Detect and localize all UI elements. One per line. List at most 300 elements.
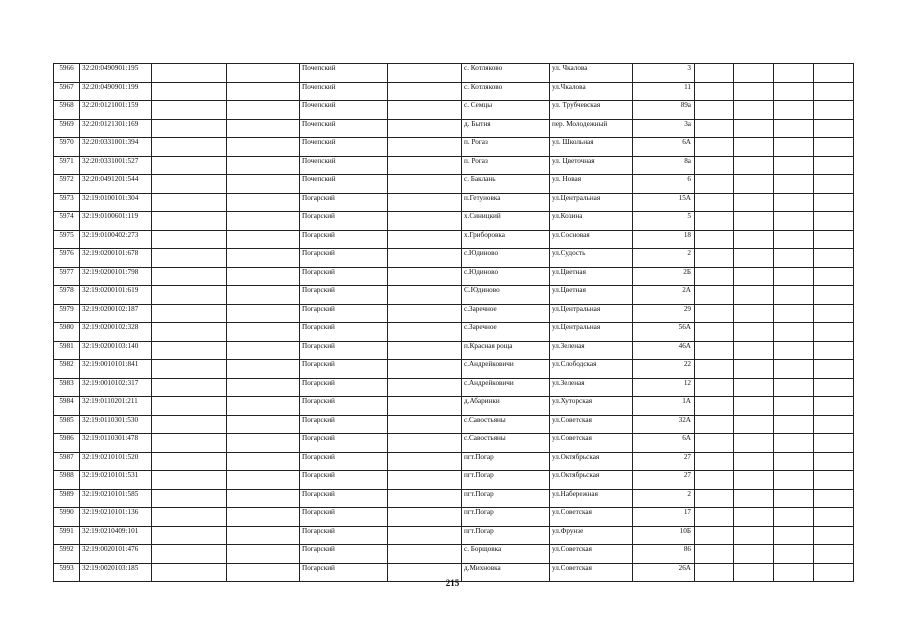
table-cell: Погарский: [300, 249, 388, 268]
table-cell: [695, 471, 734, 490]
table-cell: 32:19:0010101:841: [80, 360, 152, 379]
table-cell: [227, 267, 300, 286]
table-row: [54, 545, 854, 564]
table-cell: 32:19:0020103:185: [80, 563, 152, 582]
table-cell: [734, 508, 774, 527]
table-cell: 8а: [633, 156, 695, 175]
table-cell: ул.Сосновая: [550, 230, 633, 249]
table-cell: [814, 360, 854, 379]
table-cell: [814, 378, 854, 397]
table-cell: ул.Советская: [550, 508, 633, 527]
table-cell: [227, 360, 300, 379]
table-cell: 22: [633, 360, 695, 379]
table-cell: [695, 415, 734, 434]
table-cell: [734, 397, 774, 416]
table-cell: Погарский: [300, 489, 388, 508]
table-cell: [227, 212, 300, 231]
table-cell: [388, 138, 462, 157]
table-cell: ул.Центральная: [550, 323, 633, 342]
table-cell: [774, 545, 814, 564]
table-row: [54, 397, 854, 416]
table-cell: [734, 545, 774, 564]
table-cell: [388, 119, 462, 138]
table-cell: 6А: [633, 138, 695, 157]
table-cell: с.Андрейковичи: [462, 378, 550, 397]
table-row: [54, 64, 854, 83]
table-cell: [152, 230, 227, 249]
table-row: [54, 415, 854, 434]
table-row: [54, 156, 854, 175]
table-cell: [695, 360, 734, 379]
table-cell: Почепский: [300, 138, 388, 157]
table-cell: [695, 267, 734, 286]
table-cell: 2: [633, 489, 695, 508]
table-cell: ул.Цветная: [550, 286, 633, 305]
table-cell: 5976: [54, 249, 80, 268]
table-cell: 17: [633, 508, 695, 527]
table-cell: Почепский: [300, 175, 388, 194]
table-cell: [814, 415, 854, 434]
table-cell: [152, 249, 227, 268]
table-cell: [695, 193, 734, 212]
table-cell: [388, 267, 462, 286]
table-cell: 5969: [54, 119, 80, 138]
table-cell: 5979: [54, 304, 80, 323]
table-cell: 5985: [54, 415, 80, 434]
table-cell: с. Котляково: [462, 82, 550, 101]
table-cell: [152, 175, 227, 194]
table-cell: [814, 304, 854, 323]
table-cell: [388, 156, 462, 175]
table-cell: 5989: [54, 489, 80, 508]
table-cell: ул.Зеленая: [550, 341, 633, 360]
table-cell: [227, 434, 300, 453]
table-cell: пгт.Погар: [462, 452, 550, 471]
table-cell: [774, 156, 814, 175]
table-cell: Погарский: [300, 434, 388, 453]
table-cell: [734, 489, 774, 508]
table-cell: [734, 82, 774, 101]
table-row: [54, 212, 854, 231]
table-cell: [695, 341, 734, 360]
table-cell: 5972: [54, 175, 80, 194]
table-cell: [152, 508, 227, 527]
table-cell: ул.Советская: [550, 415, 633, 434]
table-cell: Почепский: [300, 101, 388, 120]
table-cell: 27: [633, 452, 695, 471]
table-cell: с.Заречное: [462, 304, 550, 323]
table-row: [54, 138, 854, 157]
table-cell: [152, 193, 227, 212]
table-cell: [388, 360, 462, 379]
table-cell: [388, 434, 462, 453]
table-cell: [227, 82, 300, 101]
table-cell: 18: [633, 230, 695, 249]
table-cell: 32:19:0210101:520: [80, 452, 152, 471]
table-cell: [734, 267, 774, 286]
table-cell: [152, 434, 227, 453]
table-cell: ул. Цветочная: [550, 156, 633, 175]
table-cell: [152, 526, 227, 545]
table-cell: Погарский: [300, 378, 388, 397]
table-cell: 5970: [54, 138, 80, 157]
table-cell: [227, 341, 300, 360]
table-cell: [388, 508, 462, 527]
table-cell: 5986: [54, 434, 80, 453]
table-cell: 32:20:0491201:544: [80, 175, 152, 194]
table-cell: [695, 138, 734, 157]
table-cell: [388, 452, 462, 471]
table-cell: [774, 304, 814, 323]
table-cell: [814, 341, 854, 360]
table-cell: Погарский: [300, 415, 388, 434]
table-cell: [814, 175, 854, 194]
table-cell: [774, 526, 814, 545]
table-cell: 11: [633, 82, 695, 101]
table-cell: [388, 64, 462, 83]
table-cell: [734, 101, 774, 120]
table-cell: Почепский: [300, 82, 388, 101]
table-row: [54, 286, 854, 305]
table-cell: [152, 452, 227, 471]
table-cell: [814, 489, 854, 508]
table-cell: [227, 249, 300, 268]
table-cell: 32:19:0200102:187: [80, 304, 152, 323]
table-cell: 5973: [54, 193, 80, 212]
table-cell: 32:19:0110201:211: [80, 397, 152, 416]
registry-table: [53, 63, 854, 582]
table-cell: 32:19:0200101:798: [80, 267, 152, 286]
table-cell: Погарский: [300, 526, 388, 545]
table-cell: [388, 193, 462, 212]
table-cell: [152, 304, 227, 323]
table-cell: ул.Фрунзе: [550, 526, 633, 545]
table-cell: [388, 526, 462, 545]
table-cell: 5967: [54, 82, 80, 101]
table-cell: Погарский: [300, 212, 388, 231]
table-cell: [814, 156, 854, 175]
table-cell: 3: [633, 64, 695, 83]
table-cell: 5990: [54, 508, 80, 527]
table-cell: 5968: [54, 101, 80, 120]
table-cell: [388, 489, 462, 508]
table-cell: 5980: [54, 323, 80, 342]
table-cell: ул.Чкалова: [550, 82, 633, 101]
table-cell: 32:20:0121301:169: [80, 119, 152, 138]
table-cell: Почепский: [300, 64, 388, 83]
table-cell: [227, 489, 300, 508]
table-cell: ул.Цветная: [550, 267, 633, 286]
table-cell: [734, 434, 774, 453]
table-cell: 5974: [54, 212, 80, 231]
table-cell: ул.Советская: [550, 434, 633, 453]
table-cell: [227, 378, 300, 397]
table-cell: [774, 138, 814, 157]
table-cell: 5982: [54, 360, 80, 379]
table-cell: 32:20:0490901:199: [80, 82, 152, 101]
table-cell: [227, 156, 300, 175]
table-cell: [152, 138, 227, 157]
table-cell: [774, 323, 814, 342]
table-cell: [227, 526, 300, 545]
table-cell: [814, 230, 854, 249]
table-cell: ул.Советская: [550, 545, 633, 564]
table-cell: 5971: [54, 156, 80, 175]
table-cell: с.Андрейковичи: [462, 360, 550, 379]
table-cell: Погарский: [300, 397, 388, 416]
table-cell: 1А: [633, 397, 695, 416]
table-cell: [152, 267, 227, 286]
table-cell: [774, 82, 814, 101]
table-cell: [152, 378, 227, 397]
table-cell: 5978: [54, 286, 80, 305]
table-row: [54, 452, 854, 471]
table-cell: [388, 82, 462, 101]
table-cell: [152, 397, 227, 416]
table-cell: [695, 212, 734, 231]
table-row: [54, 230, 854, 249]
table-cell: [388, 378, 462, 397]
table-cell: пгт.Погар: [462, 471, 550, 490]
table-cell: [227, 286, 300, 305]
table-cell: [227, 119, 300, 138]
table-cell: пгт.Погар: [462, 489, 550, 508]
table-cell: [695, 489, 734, 508]
table-cell: 6А: [633, 434, 695, 453]
table-cell: [814, 119, 854, 138]
table-cell: [734, 138, 774, 157]
table-cell: 5988: [54, 471, 80, 490]
table-cell: [734, 286, 774, 305]
table-cell: ул.Центральная: [550, 304, 633, 323]
table-cell: [152, 341, 227, 360]
table-cell: п.Красная роща: [462, 341, 550, 360]
table-cell: [388, 304, 462, 323]
table-cell: [695, 508, 734, 527]
page-number: 215: [445, 578, 460, 588]
table-cell: Погарский: [300, 360, 388, 379]
table-cell: [774, 119, 814, 138]
table-cell: 5983: [54, 378, 80, 397]
table-cell: [734, 304, 774, 323]
table-cell: 32:19:0100402:273: [80, 230, 152, 249]
table-row: [54, 304, 854, 323]
table-cell: с. Семцы: [462, 101, 550, 120]
table-cell: пер. Молодежный: [550, 119, 633, 138]
table-cell: х.Гриборовка: [462, 230, 550, 249]
table-cell: [152, 64, 227, 83]
table-cell: ул.Слободская: [550, 360, 633, 379]
table-cell: Погарский: [300, 230, 388, 249]
table-cell: [774, 471, 814, 490]
table-cell: [388, 471, 462, 490]
table-body: [54, 64, 854, 582]
table-cell: х.Синицкий: [462, 212, 550, 231]
table-cell: [814, 138, 854, 157]
table-row: [54, 267, 854, 286]
table-cell: [814, 212, 854, 231]
table-cell: 5992: [54, 545, 80, 564]
table-cell: [814, 526, 854, 545]
table-cell: ул. Чкалова: [550, 64, 633, 83]
table-cell: пгт.Погар: [462, 508, 550, 527]
table-cell: [774, 415, 814, 434]
table-cell: [227, 101, 300, 120]
table-cell: [152, 286, 227, 305]
table-cell: 5975: [54, 230, 80, 249]
table-cell: 32:19:0210101:136: [80, 508, 152, 527]
table-cell: ул.Зеленая: [550, 378, 633, 397]
table-cell: [734, 175, 774, 194]
table-cell: 32:19:0020101:476: [80, 545, 152, 564]
table-cell: 2А: [633, 286, 695, 305]
table-cell: [227, 452, 300, 471]
table-cell: [227, 193, 300, 212]
table-cell: [774, 397, 814, 416]
table-cell: ул.Судость: [550, 249, 633, 268]
table-cell: [388, 175, 462, 194]
table-cell: [734, 378, 774, 397]
table-cell: 2Б: [633, 267, 695, 286]
table-cell: [734, 230, 774, 249]
table-cell: [734, 415, 774, 434]
table-cell: [695, 249, 734, 268]
table-cell: ул.Советская: [550, 563, 633, 582]
table-cell: [695, 119, 734, 138]
table-cell: 15А: [633, 193, 695, 212]
table-cell: С.Юдиново: [462, 286, 550, 305]
table-cell: 5: [633, 212, 695, 231]
table-cell: 26А: [633, 563, 695, 582]
table-cell: [695, 304, 734, 323]
table-cell: [227, 64, 300, 83]
table-cell: [227, 323, 300, 342]
table-cell: [227, 175, 300, 194]
table-row: [54, 101, 854, 120]
table-row: [54, 193, 854, 212]
table-cell: [152, 82, 227, 101]
table-cell: 32:19:0210101:531: [80, 471, 152, 490]
table-row: [54, 82, 854, 101]
table-cell: ул.Набережная: [550, 489, 633, 508]
table-cell: [814, 193, 854, 212]
table-cell: [695, 64, 734, 83]
table-cell: д. Бытня: [462, 119, 550, 138]
table-cell: [227, 508, 300, 527]
table-cell: [774, 267, 814, 286]
table-cell: Погарский: [300, 341, 388, 360]
table-cell: [152, 489, 227, 508]
table-cell: [774, 508, 814, 527]
table-cell: 56А: [633, 323, 695, 342]
table-cell: Погарский: [300, 193, 388, 212]
table-cell: 32:19:0200102:328: [80, 323, 152, 342]
table-cell: [695, 452, 734, 471]
table-cell: [734, 193, 774, 212]
table-cell: [814, 267, 854, 286]
table-cell: с. Котляково: [462, 64, 550, 83]
table-cell: [695, 175, 734, 194]
table-row: [54, 249, 854, 268]
table-cell: Погарский: [300, 563, 388, 582]
table-cell: [388, 397, 462, 416]
table-row: [54, 508, 854, 527]
table-cell: 32:19:0100601:119: [80, 212, 152, 231]
table-cell: [695, 545, 734, 564]
table-cell: 32:20:0490901:195: [80, 64, 152, 83]
table-cell: [814, 452, 854, 471]
table-cell: ул.Октябрьская: [550, 471, 633, 490]
table-cell: [152, 119, 227, 138]
table-cell: [695, 526, 734, 545]
table-cell: [814, 101, 854, 120]
table-cell: ул.Хуторская: [550, 397, 633, 416]
table-cell: [227, 138, 300, 157]
table-cell: [814, 64, 854, 83]
table-cell: [774, 489, 814, 508]
table-cell: 32:19:0200103:140: [80, 341, 152, 360]
table-cell: 5984: [54, 397, 80, 416]
table-cell: [814, 286, 854, 305]
table-cell: 5991: [54, 526, 80, 545]
table-cell: Погарский: [300, 452, 388, 471]
table-cell: [388, 286, 462, 305]
table-cell: [814, 249, 854, 268]
table-cell: [774, 101, 814, 120]
table-cell: 86: [633, 545, 695, 564]
table-cell: Погарский: [300, 545, 388, 564]
table-cell: [774, 64, 814, 83]
table-cell: [814, 471, 854, 490]
table-cell: 10Б: [633, 526, 695, 545]
table-row: [54, 471, 854, 490]
table-cell: 32:19:0200101:619: [80, 286, 152, 305]
table-cell: с. Баклань: [462, 175, 550, 194]
table-row: [54, 434, 854, 453]
table-cell: [227, 230, 300, 249]
table-cell: 32:19:0010102:317: [80, 378, 152, 397]
table-cell: пгт.Погар: [462, 526, 550, 545]
table-cell: [152, 212, 227, 231]
table-cell: 6: [633, 175, 695, 194]
table-cell: 3а: [633, 119, 695, 138]
table-cell: [388, 545, 462, 564]
table-cell: [227, 304, 300, 323]
table-cell: [695, 286, 734, 305]
table-cell: [695, 82, 734, 101]
table-cell: [388, 212, 462, 231]
table-cell: [734, 526, 774, 545]
table-cell: с.Юдиново: [462, 267, 550, 286]
table-cell: 27: [633, 471, 695, 490]
table-row: [54, 489, 854, 508]
table-row: [54, 378, 854, 397]
table-cell: 32:19:0100101:304: [80, 193, 152, 212]
table-cell: [774, 360, 814, 379]
table-cell: [814, 82, 854, 101]
table-cell: 29: [633, 304, 695, 323]
table-cell: [814, 545, 854, 564]
table-cell: Почепский: [300, 119, 388, 138]
table-cell: [734, 341, 774, 360]
table-cell: [695, 378, 734, 397]
table-cell: Погарский: [300, 267, 388, 286]
table-cell: [227, 415, 300, 434]
table-cell: [695, 101, 734, 120]
table-cell: [388, 101, 462, 120]
table-cell: с.Савостьяны: [462, 415, 550, 434]
table-cell: [774, 434, 814, 453]
